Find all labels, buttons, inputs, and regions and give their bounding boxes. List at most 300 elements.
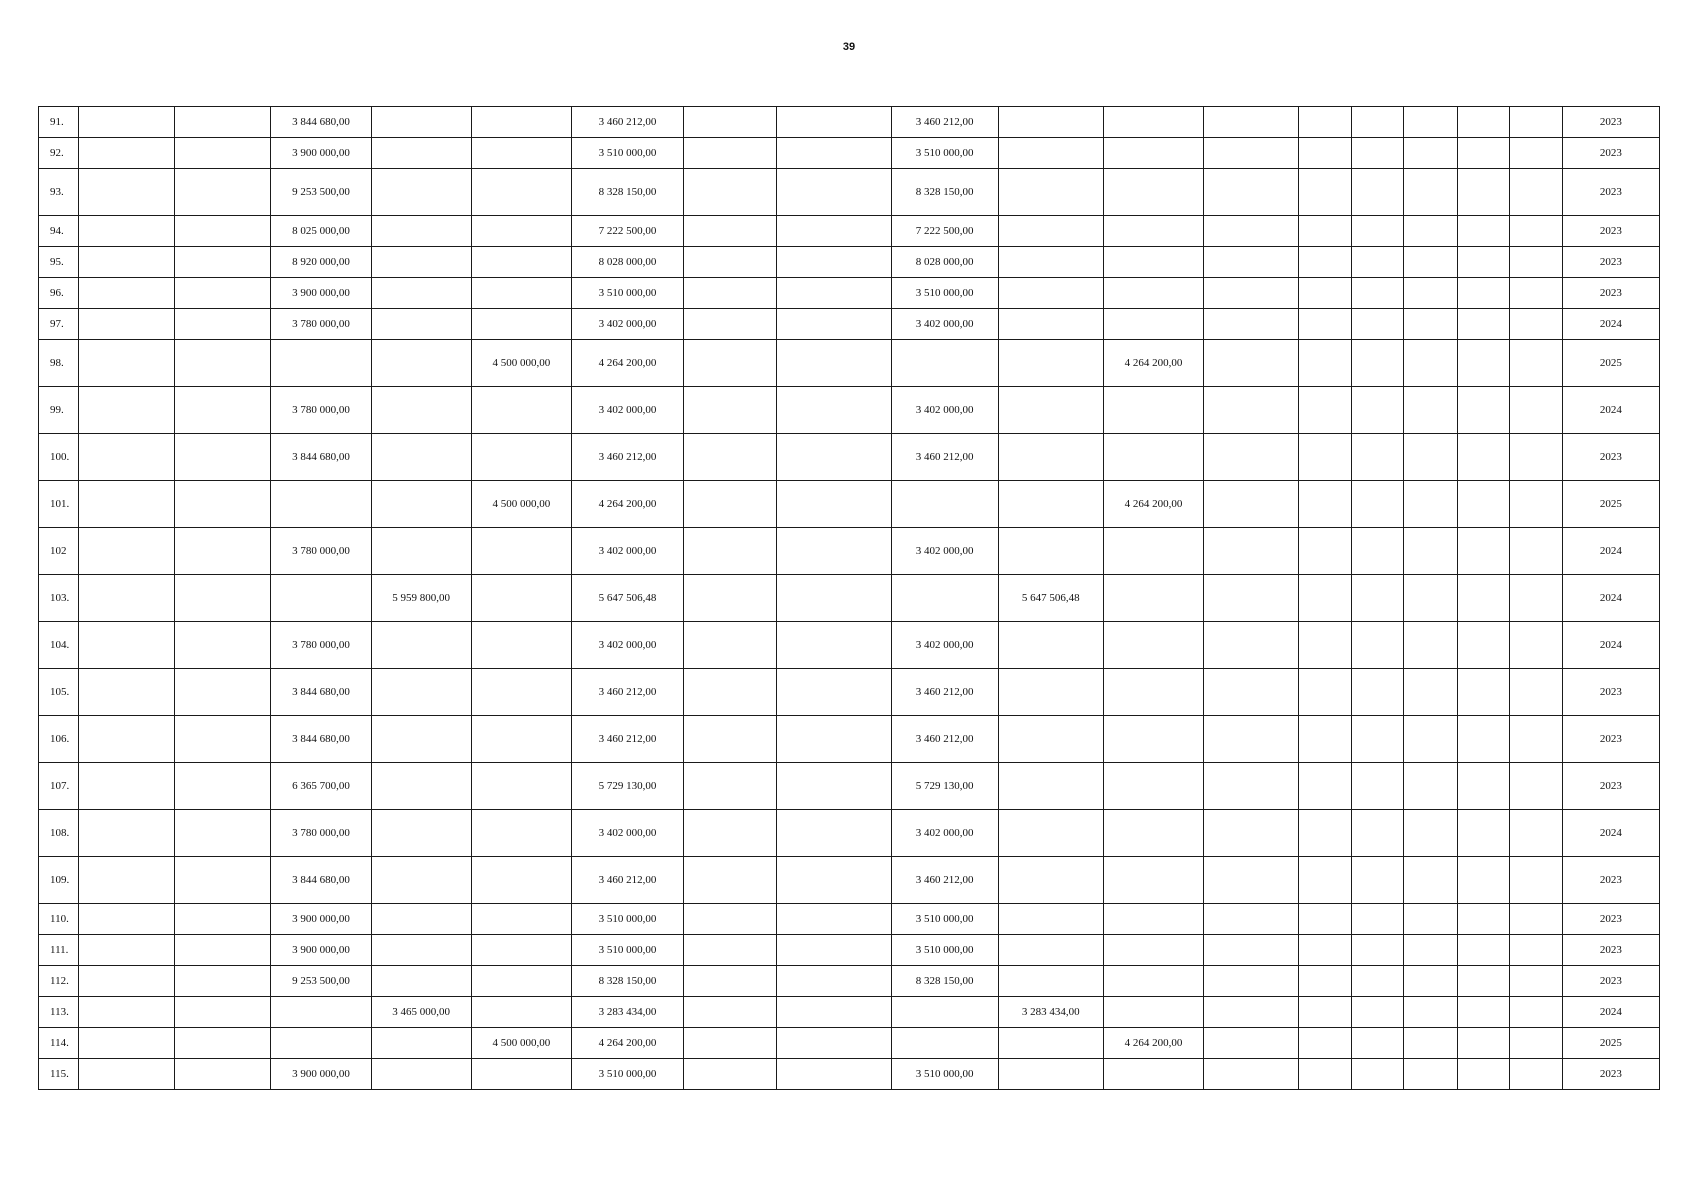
col-8 — [684, 387, 777, 434]
amount-col-7: 5 729 130,00 — [571, 763, 683, 810]
amount-total: 9 253 500,00 — [271, 169, 371, 216]
col-16 — [1404, 169, 1457, 216]
row-number: 103. — [39, 575, 79, 622]
amount-col-12 — [1103, 278, 1203, 309]
year: 2024 — [1562, 575, 1659, 622]
table-row — [39, 997, 1660, 1028]
year: 2023 — [1562, 247, 1659, 278]
amount-col-12 — [1103, 622, 1203, 669]
amount-col-7: 3 510 000,00 — [571, 138, 683, 169]
amount-col-12 — [1103, 966, 1203, 997]
row-number: 96. — [39, 278, 79, 309]
col-16 — [1404, 1028, 1457, 1059]
table-row — [39, 247, 1660, 278]
amount-col-5 — [371, 278, 471, 309]
col-17 — [1457, 216, 1509, 247]
amount-col-7: 8 328 150,00 — [571, 966, 683, 997]
col-3 — [175, 1059, 271, 1090]
col-16 — [1404, 935, 1457, 966]
col-2 — [79, 622, 175, 669]
col-18 — [1509, 966, 1562, 997]
col-13 — [1204, 247, 1299, 278]
col-2 — [79, 997, 175, 1028]
col-15 — [1352, 309, 1404, 340]
col-2 — [79, 904, 175, 935]
col-15 — [1352, 1028, 1404, 1059]
row-number: 107. — [39, 763, 79, 810]
amount-total: 3 780 000,00 — [271, 528, 371, 575]
col-18 — [1509, 169, 1562, 216]
col-18 — [1509, 1059, 1562, 1090]
amount-col-10: 3 510 000,00 — [891, 935, 998, 966]
amount-col-12 — [1103, 1059, 1203, 1090]
row-number: 91. — [39, 107, 79, 138]
col-9 — [777, 278, 891, 309]
col-18 — [1509, 669, 1562, 716]
col-14 — [1299, 716, 1352, 763]
amount-col-11: 5 647 506,48 — [998, 575, 1103, 622]
amount-col-7: 3 510 000,00 — [571, 904, 683, 935]
col-18 — [1509, 278, 1562, 309]
col-3 — [175, 997, 271, 1028]
amount-col-11 — [998, 387, 1103, 434]
amount-col-6 — [471, 278, 571, 309]
col-2 — [79, 1059, 175, 1090]
col-13 — [1204, 481, 1299, 528]
col-8 — [684, 716, 777, 763]
amount-col-6 — [471, 763, 571, 810]
table-row — [39, 528, 1660, 575]
row-number: 101. — [39, 481, 79, 528]
amount-col-11 — [998, 138, 1103, 169]
table-row — [39, 966, 1660, 997]
col-9 — [777, 309, 891, 340]
col-18 — [1509, 904, 1562, 935]
year: 2023 — [1562, 966, 1659, 997]
amount-col-12 — [1103, 716, 1203, 763]
amount-total: 3 900 000,00 — [271, 138, 371, 169]
col-18 — [1509, 763, 1562, 810]
col-9 — [777, 935, 891, 966]
table-row — [39, 434, 1660, 481]
amount-total: 3 844 680,00 — [271, 716, 371, 763]
amount-col-10: 7 222 500,00 — [891, 216, 998, 247]
col-14 — [1299, 309, 1352, 340]
amount-col-10: 3 402 000,00 — [891, 810, 998, 857]
amount-col-7: 7 222 500,00 — [571, 216, 683, 247]
col-2 — [79, 278, 175, 309]
amount-col-12: 4 264 200,00 — [1103, 340, 1203, 387]
amount-col-12 — [1103, 309, 1203, 340]
amount-col-11 — [998, 278, 1103, 309]
col-15 — [1352, 107, 1404, 138]
col-17 — [1457, 528, 1509, 575]
col-16 — [1404, 481, 1457, 528]
amount-col-12 — [1103, 810, 1203, 857]
col-15 — [1352, 216, 1404, 247]
year: 2025 — [1562, 481, 1659, 528]
amount-col-10: 3 510 000,00 — [891, 138, 998, 169]
row-number: 110. — [39, 904, 79, 935]
amount-col-12 — [1103, 387, 1203, 434]
amount-total — [271, 1028, 371, 1059]
amount-total: 6 365 700,00 — [271, 763, 371, 810]
amount-col-10: 5 729 130,00 — [891, 763, 998, 810]
amount-col-7: 3 460 212,00 — [571, 434, 683, 481]
amount-col-10: 8 028 000,00 — [891, 247, 998, 278]
year: 2024 — [1562, 387, 1659, 434]
amount-col-12 — [1103, 138, 1203, 169]
table-row — [39, 216, 1660, 247]
amount-total: 3 780 000,00 — [271, 622, 371, 669]
col-14 — [1299, 669, 1352, 716]
col-8 — [684, 340, 777, 387]
amount-total: 3 780 000,00 — [271, 387, 371, 434]
amount-col-10: 3 460 212,00 — [891, 857, 998, 904]
col-18 — [1509, 138, 1562, 169]
col-16 — [1404, 716, 1457, 763]
table-row — [39, 622, 1660, 669]
col-18 — [1509, 528, 1562, 575]
amount-col-10: 3 460 212,00 — [891, 716, 998, 763]
col-14 — [1299, 763, 1352, 810]
col-14 — [1299, 857, 1352, 904]
col-8 — [684, 528, 777, 575]
col-2 — [79, 169, 175, 216]
amount-col-12 — [1103, 997, 1203, 1028]
col-14 — [1299, 138, 1352, 169]
col-18 — [1509, 247, 1562, 278]
amount-col-7: 4 264 200,00 — [571, 1028, 683, 1059]
col-15 — [1352, 763, 1404, 810]
amount-col-12 — [1103, 216, 1203, 247]
table-row — [39, 763, 1660, 810]
col-16 — [1404, 904, 1457, 935]
amount-total: 8 025 000,00 — [271, 216, 371, 247]
col-8 — [684, 138, 777, 169]
amount-col-11 — [998, 935, 1103, 966]
col-14 — [1299, 340, 1352, 387]
table-row — [39, 810, 1660, 857]
row-number: 99. — [39, 387, 79, 434]
amount-total: 3 780 000,00 — [271, 810, 371, 857]
col-16 — [1404, 997, 1457, 1028]
amount-col-7: 4 264 200,00 — [571, 481, 683, 528]
row-number: 93. — [39, 169, 79, 216]
col-15 — [1352, 716, 1404, 763]
col-9 — [777, 340, 891, 387]
amount-col-7: 4 264 200,00 — [571, 340, 683, 387]
col-9 — [777, 528, 891, 575]
col-13 — [1204, 575, 1299, 622]
col-8 — [684, 935, 777, 966]
amount-col-6 — [471, 169, 571, 216]
amount-col-6 — [471, 997, 571, 1028]
amount-col-5 — [371, 763, 471, 810]
col-16 — [1404, 669, 1457, 716]
col-15 — [1352, 857, 1404, 904]
col-9 — [777, 247, 891, 278]
col-9 — [777, 966, 891, 997]
col-8 — [684, 669, 777, 716]
amount-col-10: 8 328 150,00 — [891, 966, 998, 997]
col-17 — [1457, 434, 1509, 481]
amount-col-5 — [371, 1059, 471, 1090]
amount-col-6 — [471, 216, 571, 247]
amount-col-10: 3 402 000,00 — [891, 622, 998, 669]
col-9 — [777, 1028, 891, 1059]
year: 2023 — [1562, 138, 1659, 169]
amount-col-6: 4 500 000,00 — [471, 1028, 571, 1059]
col-14 — [1299, 935, 1352, 966]
amount-col-11 — [998, 1059, 1103, 1090]
col-15 — [1352, 340, 1404, 387]
table-row — [39, 169, 1660, 216]
amount-col-5 — [371, 481, 471, 528]
row-number: 109. — [39, 857, 79, 904]
year: 2024 — [1562, 997, 1659, 1028]
col-8 — [684, 575, 777, 622]
col-8 — [684, 966, 777, 997]
col-13 — [1204, 857, 1299, 904]
table-row — [39, 716, 1660, 763]
row-number: 106. — [39, 716, 79, 763]
col-3 — [175, 622, 271, 669]
col-3 — [175, 278, 271, 309]
col-17 — [1457, 1059, 1509, 1090]
col-2 — [79, 434, 175, 481]
col-18 — [1509, 810, 1562, 857]
amount-col-6: 4 500 000,00 — [471, 340, 571, 387]
col-15 — [1352, 278, 1404, 309]
col-16 — [1404, 247, 1457, 278]
col-17 — [1457, 247, 1509, 278]
col-2 — [79, 247, 175, 278]
col-13 — [1204, 278, 1299, 309]
col-18 — [1509, 1028, 1562, 1059]
amount-col-11 — [998, 904, 1103, 935]
col-17 — [1457, 716, 1509, 763]
col-14 — [1299, 1059, 1352, 1090]
col-17 — [1457, 387, 1509, 434]
row-number: 112. — [39, 966, 79, 997]
amount-col-6 — [471, 857, 571, 904]
col-15 — [1352, 528, 1404, 575]
col-16 — [1404, 857, 1457, 904]
table-row — [39, 278, 1660, 309]
year: 2023 — [1562, 716, 1659, 763]
amount-col-12 — [1103, 107, 1203, 138]
col-16 — [1404, 575, 1457, 622]
year: 2024 — [1562, 309, 1659, 340]
col-15 — [1352, 997, 1404, 1028]
col-15 — [1352, 434, 1404, 481]
col-16 — [1404, 309, 1457, 340]
col-8 — [684, 763, 777, 810]
col-3 — [175, 107, 271, 138]
row-number: 98. — [39, 340, 79, 387]
col-8 — [684, 434, 777, 481]
col-8 — [684, 216, 777, 247]
row-number: 111. — [39, 935, 79, 966]
col-13 — [1204, 434, 1299, 481]
col-3 — [175, 716, 271, 763]
table-row — [39, 481, 1660, 528]
amount-col-11 — [998, 966, 1103, 997]
col-8 — [684, 904, 777, 935]
col-13 — [1204, 669, 1299, 716]
amount-col-5 — [371, 340, 471, 387]
amount-col-6 — [471, 966, 571, 997]
amount-col-11 — [998, 622, 1103, 669]
col-15 — [1352, 575, 1404, 622]
col-9 — [777, 1059, 891, 1090]
col-3 — [175, 340, 271, 387]
col-17 — [1457, 997, 1509, 1028]
col-13 — [1204, 309, 1299, 340]
amount-col-10: 3 510 000,00 — [891, 278, 998, 309]
col-3 — [175, 810, 271, 857]
amount-col-11 — [998, 481, 1103, 528]
amount-col-11 — [998, 810, 1103, 857]
col-15 — [1352, 622, 1404, 669]
year: 2023 — [1562, 935, 1659, 966]
col-9 — [777, 169, 891, 216]
col-18 — [1509, 216, 1562, 247]
col-2 — [79, 481, 175, 528]
col-14 — [1299, 387, 1352, 434]
col-9 — [777, 575, 891, 622]
table-body — [39, 107, 1660, 1090]
amount-col-10: 3 460 212,00 — [891, 669, 998, 716]
col-15 — [1352, 1059, 1404, 1090]
amount-col-11 — [998, 340, 1103, 387]
amount-col-10: 8 328 150,00 — [891, 169, 998, 216]
amount-col-11 — [998, 763, 1103, 810]
col-15 — [1352, 966, 1404, 997]
col-17 — [1457, 622, 1509, 669]
col-13 — [1204, 997, 1299, 1028]
amount-col-6 — [471, 669, 571, 716]
row-number: 104. — [39, 622, 79, 669]
col-14 — [1299, 278, 1352, 309]
col-13 — [1204, 216, 1299, 247]
amount-col-7: 3 510 000,00 — [571, 935, 683, 966]
col-13 — [1204, 966, 1299, 997]
col-13 — [1204, 622, 1299, 669]
col-13 — [1204, 138, 1299, 169]
year: 2025 — [1562, 340, 1659, 387]
col-3 — [175, 904, 271, 935]
col-2 — [79, 216, 175, 247]
col-2 — [79, 935, 175, 966]
amount-col-5: 5 959 800,00 — [371, 575, 471, 622]
col-13 — [1204, 904, 1299, 935]
amount-total: 9 253 500,00 — [271, 966, 371, 997]
col-18 — [1509, 309, 1562, 340]
col-2 — [79, 340, 175, 387]
col-16 — [1404, 434, 1457, 481]
col-17 — [1457, 138, 1509, 169]
table-row — [39, 387, 1660, 434]
col-16 — [1404, 340, 1457, 387]
col-14 — [1299, 997, 1352, 1028]
row-number: 92. — [39, 138, 79, 169]
amount-col-5 — [371, 935, 471, 966]
page-number: 39 — [842, 41, 856, 53]
col-3 — [175, 216, 271, 247]
col-2 — [79, 763, 175, 810]
col-3 — [175, 434, 271, 481]
amount-col-6 — [471, 107, 571, 138]
year: 2023 — [1562, 216, 1659, 247]
col-15 — [1352, 810, 1404, 857]
col-18 — [1509, 622, 1562, 669]
col-15 — [1352, 669, 1404, 716]
col-9 — [777, 669, 891, 716]
amount-col-11 — [998, 169, 1103, 216]
col-13 — [1204, 107, 1299, 138]
year: 2024 — [1562, 528, 1659, 575]
col-14 — [1299, 481, 1352, 528]
table-row — [39, 138, 1660, 169]
col-15 — [1352, 387, 1404, 434]
amount-col-11 — [998, 107, 1103, 138]
col-2 — [79, 107, 175, 138]
col-17 — [1457, 966, 1509, 997]
year: 2023 — [1562, 763, 1659, 810]
col-9 — [777, 107, 891, 138]
row-number: 100. — [39, 434, 79, 481]
amount-col-11 — [998, 434, 1103, 481]
amount-col-5: 3 465 000,00 — [371, 997, 471, 1028]
col-17 — [1457, 575, 1509, 622]
amount-total — [271, 340, 371, 387]
row-number: 94. — [39, 216, 79, 247]
amount-col-10 — [891, 340, 998, 387]
col-18 — [1509, 997, 1562, 1028]
amount-total: 3 844 680,00 — [271, 857, 371, 904]
col-14 — [1299, 966, 1352, 997]
amount-col-11 — [998, 309, 1103, 340]
col-14 — [1299, 169, 1352, 216]
col-3 — [175, 138, 271, 169]
col-8 — [684, 1059, 777, 1090]
col-14 — [1299, 904, 1352, 935]
col-15 — [1352, 481, 1404, 528]
amount-total: 3 900 000,00 — [271, 904, 371, 935]
amount-col-10 — [891, 1028, 998, 1059]
col-3 — [175, 966, 271, 997]
col-3 — [175, 309, 271, 340]
amount-col-12 — [1103, 669, 1203, 716]
amount-col-7: 3 460 212,00 — [571, 669, 683, 716]
amount-col-10 — [891, 997, 998, 1028]
amount-col-5 — [371, 1028, 471, 1059]
amount-col-7: 3 402 000,00 — [571, 309, 683, 340]
amount-col-6 — [471, 575, 571, 622]
amount-col-12 — [1103, 935, 1203, 966]
amount-col-7: 3 402 000,00 — [571, 810, 683, 857]
row-number: 102 — [39, 528, 79, 575]
col-13 — [1204, 169, 1299, 216]
amount-col-11 — [998, 669, 1103, 716]
amount-col-5 — [371, 107, 471, 138]
col-3 — [175, 528, 271, 575]
col-8 — [684, 309, 777, 340]
col-8 — [684, 481, 777, 528]
amount-col-7: 3 283 434,00 — [571, 997, 683, 1028]
